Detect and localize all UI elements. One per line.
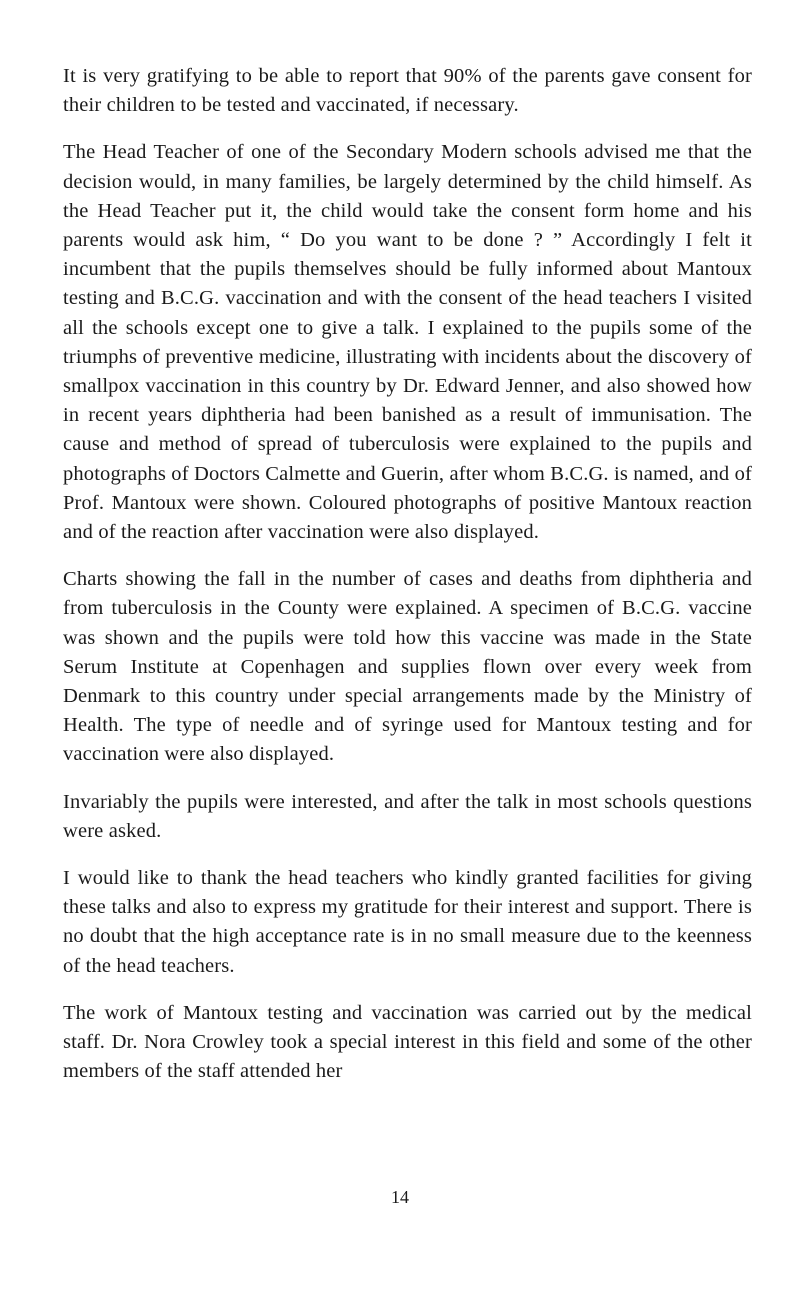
paragraph-thanks: I would like to thank the head teachers who kindly granted facilities for giving these talks and also to express my gratitude for their interest and support. There is no doubt that the high acceptance rate is in no small measure due to the keenness of the head teachers. [63,867,752,977]
page-number: 14 [391,1187,409,1207]
document-body [63,62,752,1105]
paragraph-pupil-interest: Invariably the pupils were interested, and after the talk in most schools questions were asked. [63,790,752,842]
paragraph-medical-staff: The work of Mantoux testing and vaccination was carried out by the medical staff. Dr. Nora Crowley took a special interest in this field and some of the other members of the staff attended her [63,1001,752,1083]
paragraph-charts-specimen: Charts showing the fall in the number of cases and deaths from diphtheria and from tuberculosis in the County were explained. A specimen of B.C.G. vaccine was shown and the pupils were told how this vaccine was made in the State Serum Institute at Copenhagen and supplies flown over every week from Denmark to this country under special arrangements made by the Ministry of Health. The type of needle and of syringe used for Mantoux testing and for vaccination were also displayed. [63,568,752,766]
paragraph-head-teacher-talks: The Head Teacher of one of the Secondary Modern schools advised me that the decision would, in many families, be largely determined by the child himself. As the Head Teacher put it, the child would take the consent form home and his parents would ask him, “ Do you want to be done ? ” Accordingly I felt it incumbent that the pupils themselves should be fully informed about Mantoux testing and B.C.G. vaccination and with the consent of the head teachers I visited all the schools except one to give a talk. I explained to the pupils some of the triumphs of preventive medicine, illustrating with incidents about the discovery of smallpox vaccination in this country by Dr. Edward Jenner, and also showed how in recent years diphtheria had been banished as a result of immunisation. The cause and method of spread of tuberculosis were explained to the pupils and photographs of Doctors Calmette and Guerin, after whom B.C.G. is named, and of Prof. Mantoux were shown. Coloured photographs of positive Mantoux reaction and of the reaction after vaccination were also displayed. [63,141,752,544]
paragraph-consent-rate: It is very gratifying to be able to report that 90% of the parents gave consent for their children to be tested and vaccinated, if necessary. [63,65,752,117]
